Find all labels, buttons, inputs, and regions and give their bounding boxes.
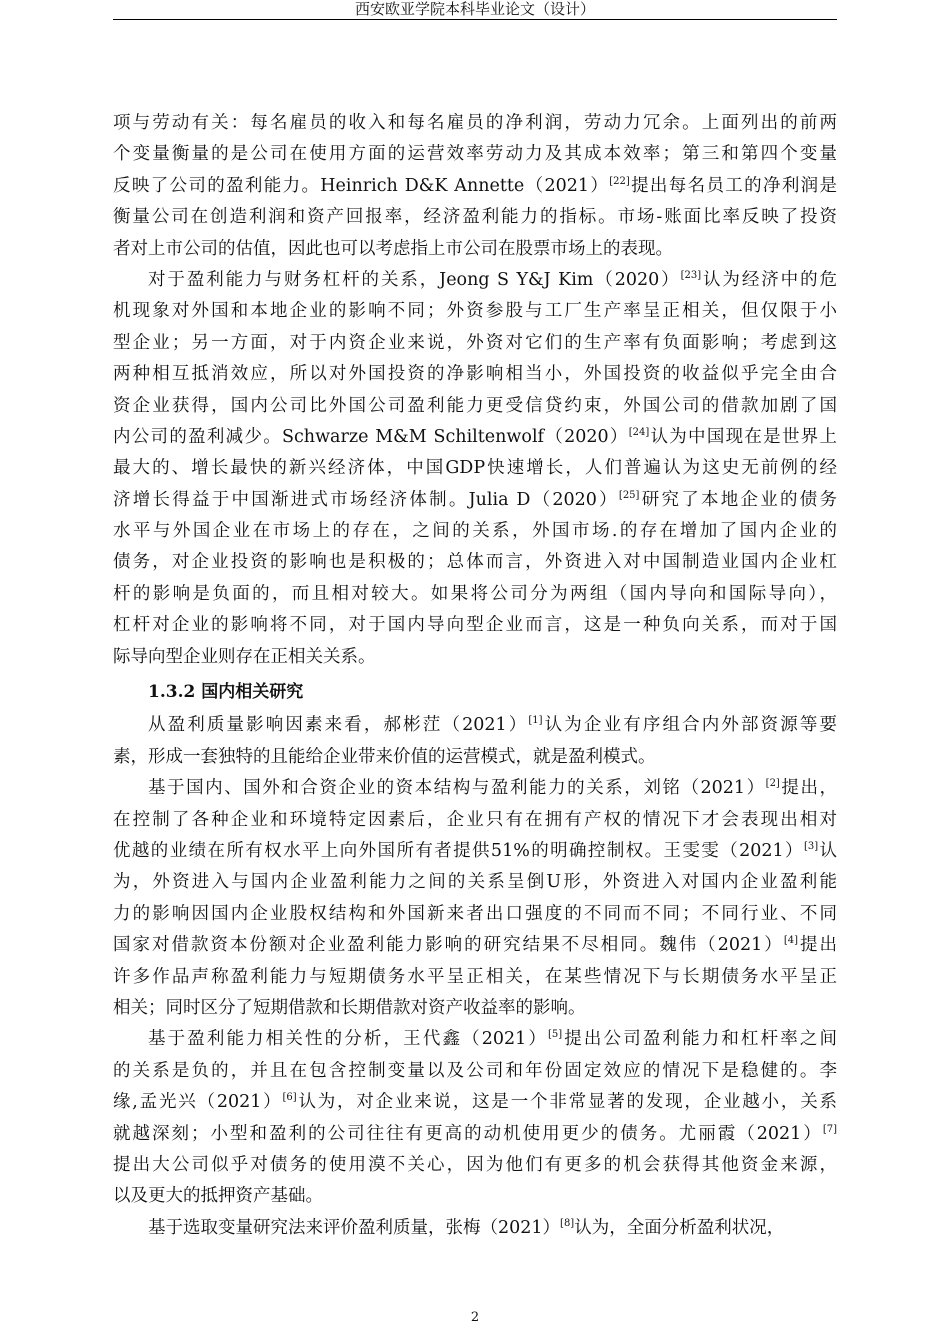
text-line (113, 1119, 837, 1150)
text-line: 机现象对外国和本地企业的影响不同；外资参股与工厂生产率呈正相关，但仅限于小 (113, 301, 837, 322)
text-line: 资企业获得，国内公司比外国公司盈利能力更受信贷约束，外国公司的借款加剧了国 (113, 395, 837, 416)
section-heading: 1.3.2 国内相关研究 (148, 682, 304, 703)
line-text: 基于选取变量研究法来评价盈利质量，张梅（2021） (148, 1217, 561, 1238)
citation-ref: [23] (680, 269, 702, 281)
text-line: 许多作品声称盈利能力与短期债务水平呈正相关，在某些情况下与长期债务水平呈正 (113, 966, 837, 987)
text-line: 相关；同时区分了短期借款和长期借款对资产收益率的影响。 (113, 997, 586, 1018)
line-text: 提出公司盈利能力和杠杆率之间 (562, 1029, 837, 1050)
line-text: 认为，对企业来说，这是一个非常显著的发现，企业越小，关系 (296, 1092, 837, 1113)
text-line: 衡量公司在创造利润和资产回报率，经济盈利能力的指标。市场-账面比率反映了投资 (113, 207, 837, 228)
text-line: 在控制了各种企业和环境特定因素后，企业只有在拥有产权的情况下才会表现出相对 (113, 809, 837, 830)
text-line: 者对上市公司的估值，因此也可以考虑指上市公司在股票市场上的表现。 (113, 238, 673, 259)
text-line: 为，外资进入与国内企业盈利能力之间的关系呈倒U形，外资进入对国内企业盈利能 (113, 872, 837, 893)
text-line: 两种相互抵消效应，所以对外国投资的净影响相当小，外国投资的收益似乎完全由合 (113, 364, 837, 385)
line-text: 国家对借款资本份额对企业盈利能力影响的研究结果不尽相同。魏伟（2021） (113, 935, 784, 956)
paragraph (113, 1213, 837, 1244)
text-line: 素，形成一套独特的且能给企业带来价值的运营模式，就是盈利模式。 (113, 746, 656, 767)
text-line (113, 1087, 837, 1118)
citation-ref: [1] (528, 715, 543, 727)
text-line (113, 485, 837, 516)
line-text: 缘,孟光兴（2021） (113, 1092, 283, 1113)
line-text: 提出， (779, 778, 838, 799)
document-body (113, 108, 837, 1244)
text-line: 际导向型企业则存在正相关关系。 (113, 646, 376, 667)
text-line (113, 836, 837, 867)
citation-ref: [4] (783, 935, 798, 947)
line-text: 就越深刻；小型和盈利的公司往往有更高的动机使用更少的债务。尤丽霞（2021） (113, 1123, 823, 1144)
text-line (113, 930, 837, 961)
citation-ref: [22] (609, 175, 630, 187)
citation-ref: [7] (822, 1123, 837, 1135)
citation-ref: [5] (548, 1029, 563, 1041)
paragraph (113, 1024, 837, 1212)
line-text: 优越的业绩在所有权水平上向外国所有者提供51%的明确控制权。王雯雯（2021） (113, 840, 804, 861)
text-line: 的关系是负的，并且在包含控制变量以及公司和年份固定效应的情况下是稳健的。李 (113, 1060, 837, 1081)
text-line: 债务，对企业投资的影响也是积极的；总体而言，外资进入对中国制造业国内企业杠 (113, 552, 837, 573)
text-line: 力的影响因国内企业股权结构和外国新来者出口强度的不同而不同；不同行业、不同 (113, 903, 837, 924)
citation-ref: [6] (282, 1092, 297, 1104)
text-line (113, 773, 837, 804)
line-text: 提出 (797, 935, 838, 956)
line-text: 认为，全面分析盈利状况， (574, 1217, 785, 1238)
line-text: 认为经济中的危 (701, 269, 837, 290)
text-line: 型企业；另一方面，对于内资企业来说，外资对它们的生产率有负面影响；考虑到这 (113, 332, 837, 353)
text-line: 提出大公司似乎对债务的使用漠不关心，因为他们有更多的机会获得其他资金来源， (113, 1154, 837, 1175)
page-header (113, 0, 837, 20)
line-text: 提出每名员工的净利润是 (629, 175, 838, 196)
line-text: 基于盈利能力相关性的分析，王代鑫（2021） (148, 1029, 548, 1050)
text-line: 项与劳动有关：每名雇员的收入和每名雇员的净利润，劳动力冗余。上面列出的前两 (113, 113, 837, 133)
citation-ref: [2] (765, 778, 780, 790)
text-line: 杆的影响是负面的，而且相对较大。如果将公司分为两组（国内导向和国际导向）， (113, 583, 837, 604)
text-line: 个变量衡量的是公司在使用方面的运营效率劳动力及其成本效率；第三和第四个变量 (113, 144, 837, 165)
line-text: 对于盈利能力与财务杠杆的关系，Jeong S Y&J Kim（2020） (148, 269, 681, 290)
text-line (113, 710, 837, 741)
line-text: 从盈利质量影响因素来看，郝彬茳（2021） (148, 715, 529, 736)
line-text: 认为中国现在是世界上 (649, 426, 838, 447)
text-line (113, 1213, 837, 1244)
text-line: 水平与外国企业在市场上的存在，之间的关系，外国市场.的存在增加了国内企业的 (113, 521, 837, 542)
text-line (113, 265, 837, 296)
text-line: 最大的、增长最快的新兴经济体，中国GDP快速增长，人们普遍认为这史无前例的经 (113, 458, 837, 479)
paragraph (113, 710, 837, 773)
line-text: 济增长得益于中国渐进式市场经济体制。Julia D（2020） (113, 489, 619, 510)
paragraph (113, 773, 837, 1024)
line-text: 认 (818, 840, 838, 861)
line-text: 研究了本地企业的债务 (639, 489, 838, 510)
citation-ref: [8] (560, 1217, 575, 1229)
line-text: 反映了公司的盈利能力。Heinrich D&K Annette（2021） (113, 175, 610, 196)
citation-ref: [24] (628, 426, 650, 438)
paragraph (113, 108, 837, 265)
header-title: 西安欧亚学院本科毕业论文（设计） (354, 0, 595, 18)
text-line (113, 422, 837, 453)
citation-ref: [3] (803, 840, 819, 852)
text-line (113, 1024, 837, 1055)
paragraph (113, 265, 837, 673)
text-line: 杠杆对企业的影响将不同，对于国内导向型企业而言，这是一种负向关系，而对于国 (113, 615, 837, 636)
line-text: 认为企业有序组合内外部资源等要 (542, 715, 837, 736)
citation-ref: [25] (618, 489, 640, 501)
text-line (113, 171, 837, 202)
page-number: 2 (470, 1310, 480, 1325)
line-text: 内公司的盈利减少。Schwarze M&M Schiltenwolf（2020） (113, 426, 629, 447)
text-line: 以及更大的抵押资产基础。 (113, 1186, 323, 1207)
line-text: 基于国内、国外和合资企业的资本结构与盈利能力的关系，刘铭（2021） (148, 778, 766, 799)
